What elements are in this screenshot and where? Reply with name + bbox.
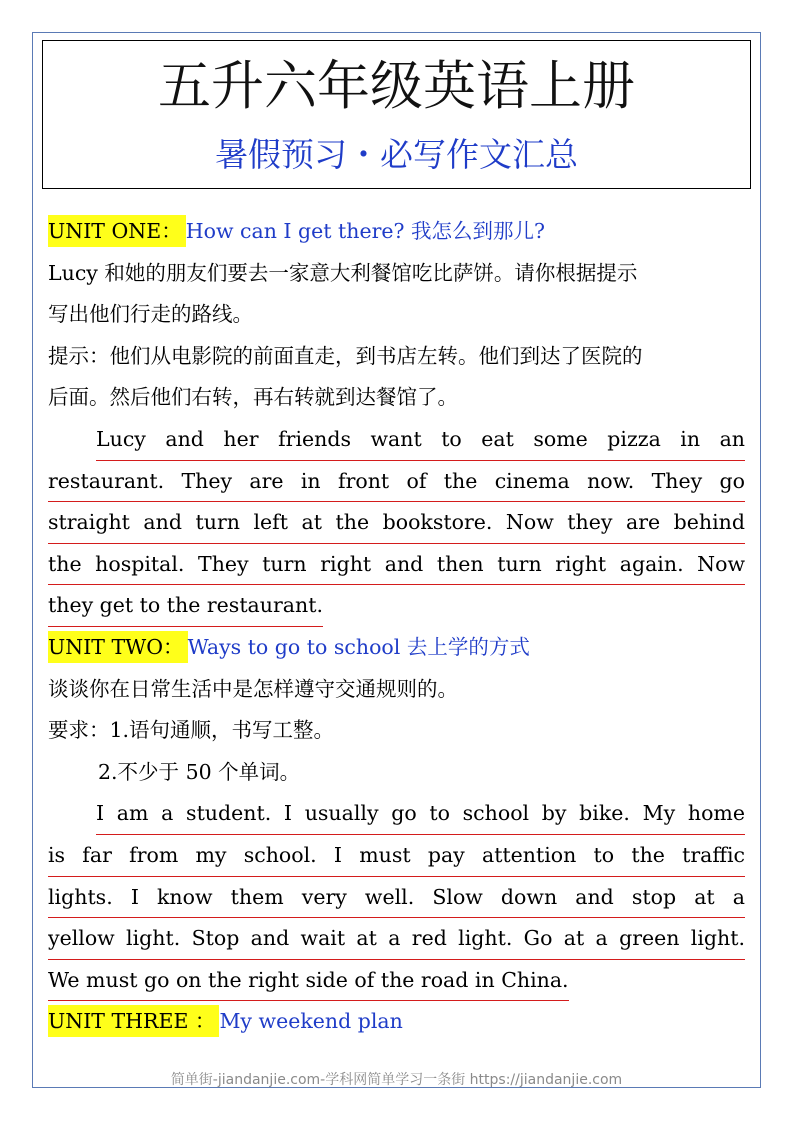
essay-row	[48, 877, 745, 919]
essay-row	[48, 544, 745, 586]
unit-two-essay-line: yellow light. Stop and wait at a red light. Go at a green light.	[48, 918, 745, 960]
unit-two-prompt-line: 要求：1.语句通顺，书写工整。	[48, 718, 335, 743]
essay-row	[48, 502, 745, 544]
essay-row	[48, 960, 745, 1002]
unit-two-prompt-line: 2.不少于 50 个单词。	[98, 759, 301, 784]
unit-two-essay-line: I am a student. I usually go to school by bike. My home	[96, 793, 745, 835]
unit-one-essay-line: restaurant. They are in front of the cinema now. They go	[48, 461, 745, 503]
unit-one-essay-line: straight and turn left at the bookstore. Now they are behind	[48, 502, 745, 544]
unit-two-essay-line: is far from my school. I must pay attention to the traffic	[48, 835, 745, 877]
unit-two-essay-line: We must go on the right side of the road in China.	[48, 960, 569, 1002]
unit-two-essay-line: lights. I know them very well. Slow down and stop at a	[48, 877, 745, 919]
essay-row	[48, 835, 745, 877]
title-box	[42, 40, 751, 189]
document-body	[48, 211, 745, 1043]
essay-row	[48, 461, 745, 503]
unit-one-essay-line: Lucy and her friends want to eat some pizza in an	[96, 419, 745, 461]
unit-one-prompt-line: 写出他们行走的路线。	[48, 302, 253, 327]
unit-two-heading	[48, 627, 745, 669]
page-footer: 简单街-jiandanjie.com-学科网简单学习一条街 https://jiandanjie.com	[170, 1072, 623, 1088]
unit-three-title: My weekend plan	[219, 1009, 403, 1034]
unit-one-prompt-line: 提示：他们从电影院的前面直走，到书店左转。他们到达了医院的	[48, 343, 643, 368]
unit-one-prompt-line: 后面。然后他们右转，再右转就到达餐馆了。	[48, 385, 458, 410]
unit-one-title: How can I get there? 我怎么到那儿?	[185, 219, 546, 243]
essay-row	[48, 793, 745, 835]
essay-row	[48, 419, 745, 461]
unit-two-prompt-line: 谈谈你在日常生活中是怎样遵守交通规则的。	[48, 676, 458, 701]
unit-one-prompt-line: Lucy 和她的朋友们要去一家意大利餐馆吃比萨饼。请你根据提示	[48, 260, 638, 285]
unit-one-essay-line: the hospital. They turn right and then turn right again. Now	[48, 544, 745, 586]
page-subtitle: 暑假预习・必写作文汇总	[215, 135, 578, 174]
unit-one-essay-line: they get to the restaurant.	[48, 585, 323, 627]
unit-one-label: UNIT ONE：	[48, 215, 186, 247]
page-title: 五升六年级英语上册	[158, 56, 635, 117]
unit-two-title: Ways to go to school 去上学的方式	[187, 634, 530, 659]
essay-row	[48, 918, 745, 960]
essay-row	[48, 585, 745, 627]
unit-three-label: UNIT THREE ：	[48, 1005, 219, 1037]
unit-two-label: UNIT TWO：	[48, 631, 188, 663]
unit-three-heading	[48, 1001, 745, 1043]
unit-one-heading	[48, 211, 745, 253]
